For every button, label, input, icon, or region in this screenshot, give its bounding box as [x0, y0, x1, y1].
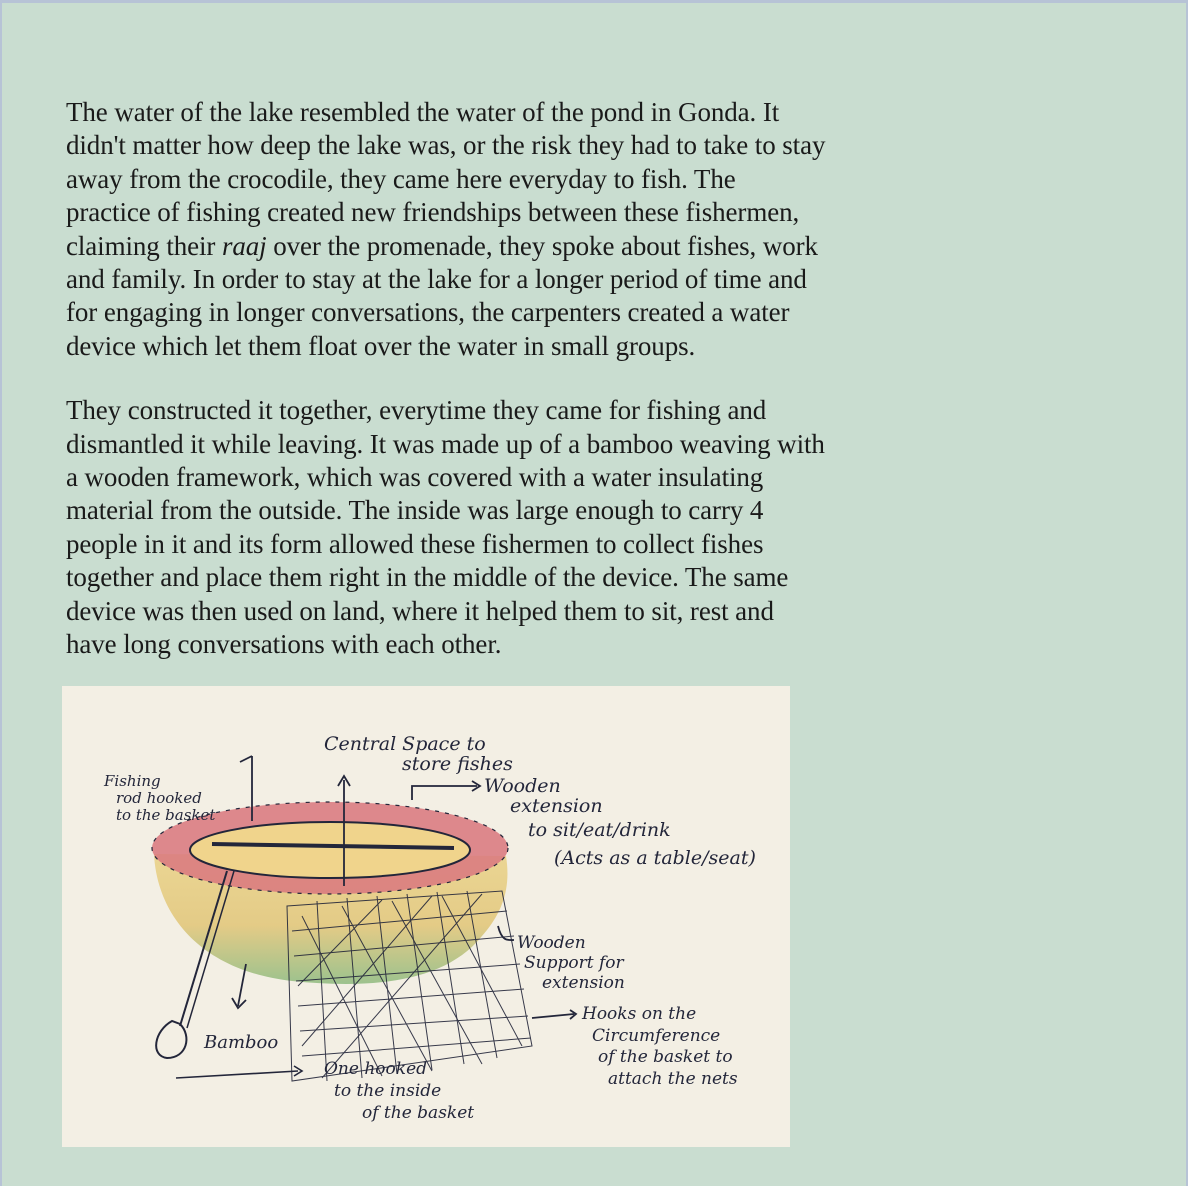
label-one-hooked: One hooked to the inside of the basket: [324, 1059, 475, 1123]
label-hooks: Hooks on the Circumference of the basket to attach the nets: [582, 1004, 738, 1089]
paragraph-1: [66, 96, 826, 363]
article-body: [66, 96, 826, 662]
rod-handle: [156, 1021, 186, 1058]
fishing-basket-sketch: [62, 686, 790, 1147]
paragraph-2: They constructed it together, everytime they came for fishing and dismantled it while leaving. It was made up of a bamboo weaving with a wooden framework, which was covered with a water insulating material from the outside. The inside was large enough to carry 4 people in it and its form allowed these fishermen to collect fishes together and place them right in the middle of the device. The same device was then used on land, where it helped them to sit, rest and have long conversations with each other.: [66, 395, 825, 660]
text-run: The water of the lake resembled the water of the pond in Gonda. It didn't matter how deep the lake was, or the risk they had to take to stay away from the crocodile, they came here everyday to fish. The practice of fishing created new friendships between these fishermen, claiming their: [66, 97, 826, 261]
sketch-illustration: [62, 686, 790, 1147]
label-wooden-extension: Wooden extension to sit/eat/drink (Acts as a table/seat): [484, 775, 756, 869]
label-wooden-support: Wooden Support for extension: [517, 933, 625, 993]
label-fishing-rod: Fishing rod hooked to the basket: [104, 772, 216, 824]
label-bamboo: Bamboo: [204, 1032, 279, 1053]
text-run: over the promenade, they spoke about fishes, work and family. In order to stay at the lake for a longer period of time and for engaging in longer conversations, the carpenters created a water device which let them float over the water in small groups.: [66, 230, 818, 361]
italic-term: raaj: [221, 230, 267, 261]
label-central-space: Central Space to store fishes: [324, 733, 513, 775]
